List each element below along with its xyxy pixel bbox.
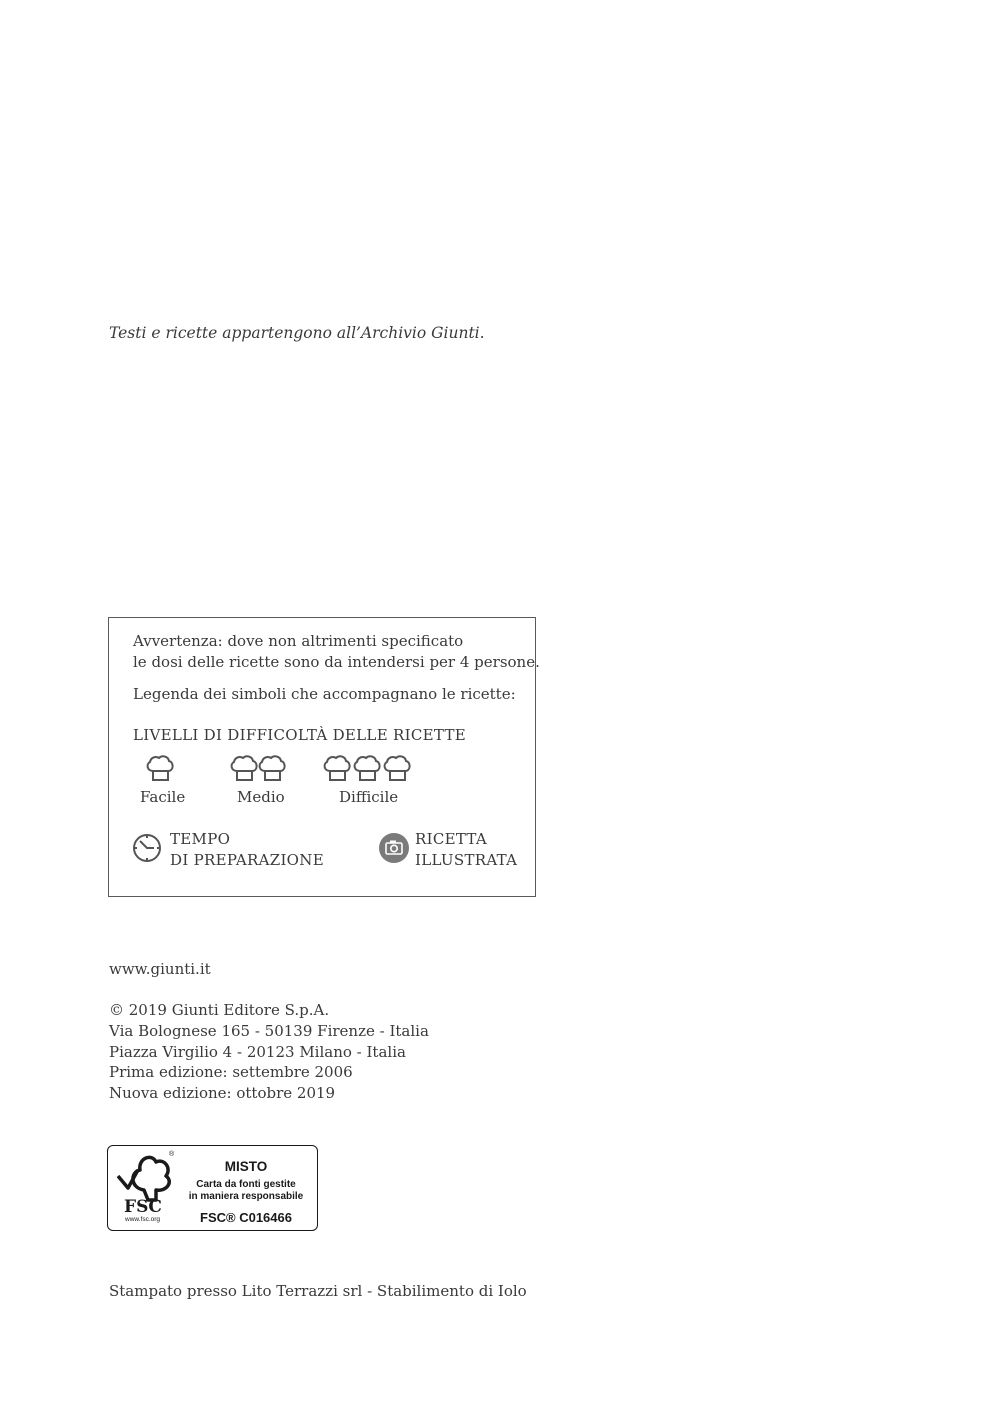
warning-line-2: le dosi delle ricette sono da intendersi per 4 persone. <box>133 653 540 671</box>
legend-box <box>108 617 540 897</box>
illustrated-recipe-label <box>415 829 517 871</box>
chef-hat-icon <box>227 752 289 784</box>
illustrated-line-2: ILLUSTRATA <box>415 851 518 869</box>
first-edition: Prima edizione: settembre 2006 <box>109 1063 353 1081</box>
printer-info: Stampato presso Lito Terrazzi srl - Stabilimento di Iolo <box>109 1282 527 1300</box>
address-milan: Piazza Virgilio 4 - 20123 Milano - Italia <box>109 1043 406 1061</box>
prep-time-label <box>170 829 324 871</box>
prep-time-line-1: TEMPO <box>170 830 231 848</box>
difficulty-levels-title: LIVELLI DI DIFFICOLTÀ DELLE RICETTE <box>133 726 466 744</box>
legend-intro: Legenda dei simboli che accompagnano le ricette: <box>133 685 516 703</box>
fsc-label <box>107 1145 318 1231</box>
fsc-code: FSC® C016466 <box>200 1210 292 1225</box>
archive-credit: Testi e ricette appartengono all’Archivio Giunti. <box>109 324 485 342</box>
fsc-title: MISTO <box>224 1159 268 1174</box>
level-label-hard: Difficile <box>339 788 399 806</box>
illustrated-line-1: RICETTA <box>415 830 488 848</box>
new-edition: Nuova edizione: ottobre 2019 <box>109 1084 336 1102</box>
chef-hat-icon <box>143 752 177 784</box>
camera-icon <box>379 833 409 863</box>
warning-line-1: Avvertenza: dove non altrimenti specificato <box>133 632 464 650</box>
address-florence: Via Bolognese 165 - 50139 Firenze - Italia <box>109 1022 429 1040</box>
fsc-url: www.fsc.org <box>125 1216 161 1223</box>
clock-icon <box>132 833 162 863</box>
level-label-easy: Facile <box>140 788 186 806</box>
website-link[interactable]: www.giunti.it <box>109 960 211 978</box>
svg-text:®: ® <box>169 1151 175 1158</box>
prep-time-line-2: DI PREPARAZIONE <box>170 851 324 869</box>
fsc-line-2: in maniera responsabile <box>188 1191 304 1202</box>
level-label-medium: Medio <box>237 788 285 806</box>
chef-hat-icon <box>320 752 412 784</box>
copyright: © 2019 Giunti Editore S.p.A. <box>109 1001 330 1019</box>
fsc-line-1: Carta da fonti gestite <box>196 1179 296 1190</box>
fsc-logo-text: FSC <box>124 1197 162 1217</box>
